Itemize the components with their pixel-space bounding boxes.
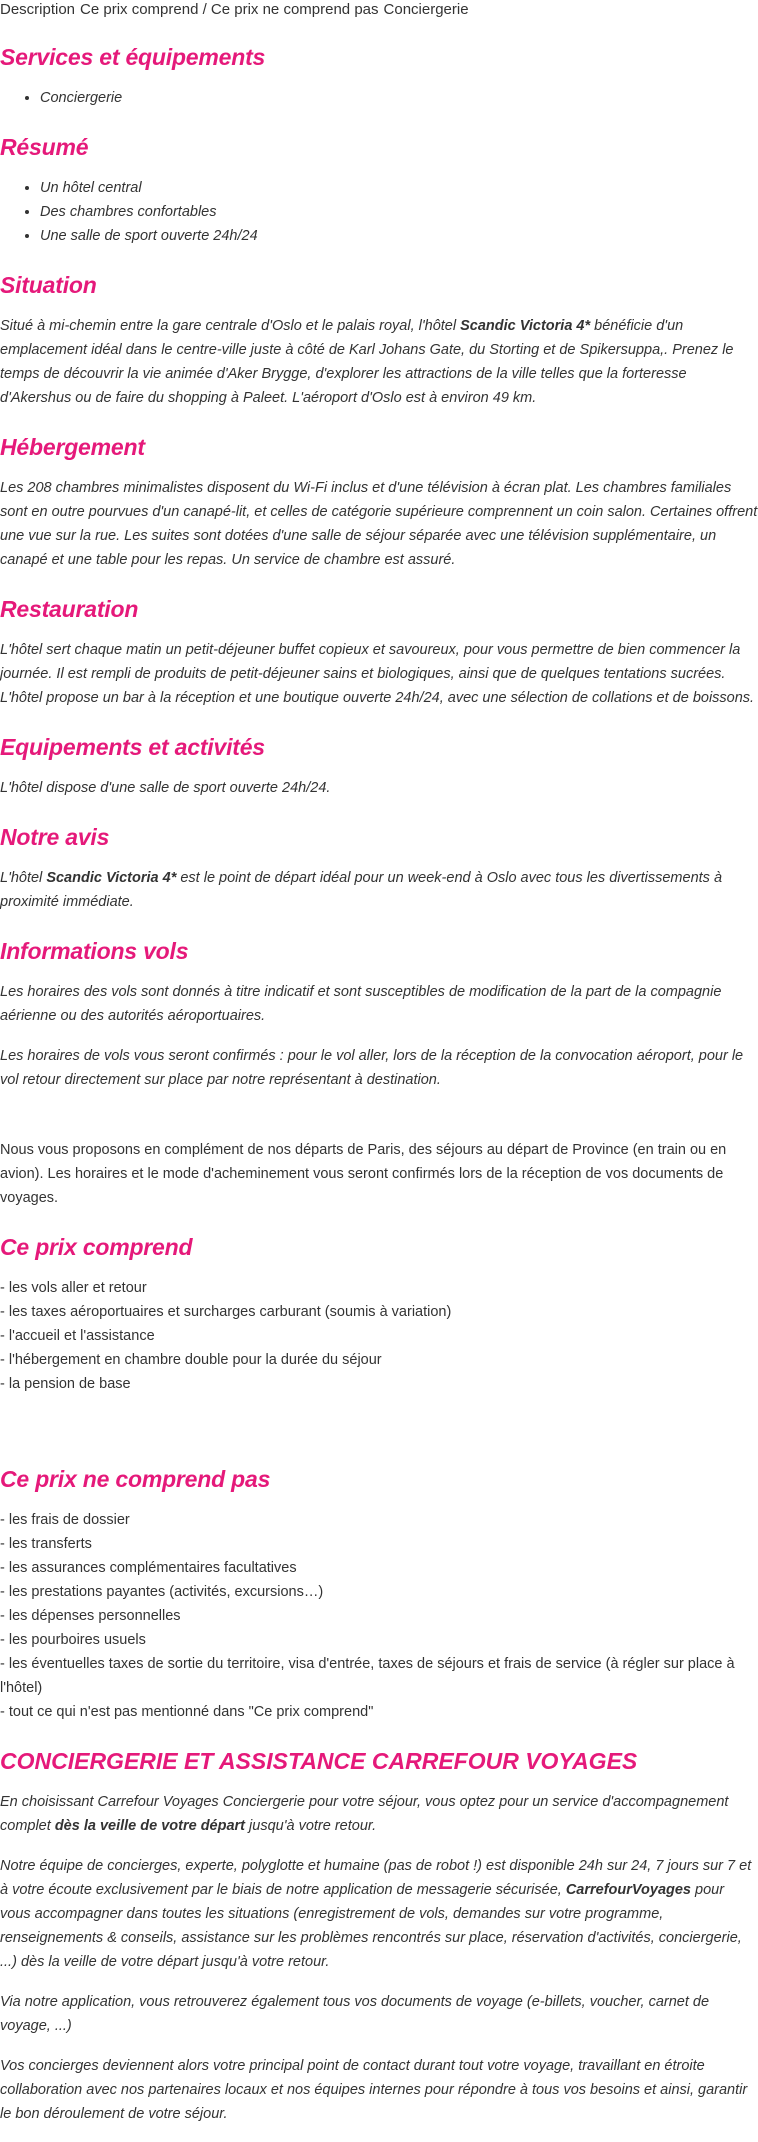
list-item: - les frais de dossier (0, 1512, 130, 1528)
list-item: - l'hébergement en chambre double pour la durée du séjour (0, 1352, 382, 1368)
section-title-ne-comprend: Ce prix ne comprend pas (0, 1466, 271, 1492)
section-title-restauration: Restauration (0, 596, 139, 622)
hebergement-text: Les 208 chambres minimalistes disposent du Wi-Fi inclus et d'une télévision à écran plat. Les chambres familiales sont en outre pourvues d'un canapé-lit, et celles de catégorie supérieure comprennent un coin salon. Certaines offrent une vue sur la rue. Les suites sont dotées d'une salle de séjour séparée avec une télévision supplémentaire, un canapé et une table pour les repas. Un service de chambre est assuré. (0, 480, 758, 568)
app-name: CarrefourVoyages (565, 1882, 691, 1898)
section-title-situation: Situation (0, 272, 97, 298)
vols-text-1: Les horaires des vols sont donnés à titre indicatif et sont susceptibles de modification de la part de la compagnie aérienne ou des autorités aéroportuaires. (0, 984, 722, 1024)
list-item: • Une salle de sport ouverte 24h/24 (40, 224, 758, 248)
situation-text (0, 314, 758, 410)
list-item: - les prestations payantes (activités, excursions…) (0, 1584, 324, 1600)
section-title-conciergerie: CONCIERGERIE ET ASSISTANCE CARREFOUR VOYAGES (0, 1748, 638, 1774)
list-item: - les taxes aéroportuaires et surcharges carburant (soumis à variation) (0, 1304, 452, 1320)
ne-comprend-list (0, 1508, 758, 1724)
list-item: - les dépenses personnelles (0, 1608, 181, 1624)
list-item: - les pourboires usuels (0, 1632, 146, 1648)
hotel-name: Scandic Victoria 4* (46, 870, 177, 886)
resume-list (0, 176, 758, 248)
vols-text-2: Les horaires de vols vous seront confirmés : pour le vol aller, lors de la réception de la convocation aéroport, pour le vol retour directement sur place par notre représentant à destination. (0, 1048, 744, 1088)
section-title-resume: Résumé (0, 134, 89, 160)
list-item: • Conciergerie (40, 86, 758, 110)
hotel-name: Scandic Victoria 4* (460, 318, 591, 334)
section-title-avis: Notre avis (0, 824, 110, 850)
list-item: - la pension de base (0, 1376, 131, 1392)
text-segment: bénéficie d'un emplacement idéal dans le centre-ville juste à côté de Karl Johans Gate, du Storting et de Spikersuppa,. Prenez le temps de découvrir la vie animée d'Aker Brygge, d'explorer les attractions de la ville telles que la forteresse d'Akershus ou de faire du shopping à Paleet. L'aéroport d'Oslo est à environ 49 km. (0, 318, 734, 406)
text-segment: En choisissant Carrefour Voyages Conciergerie pour votre séjour, vous optez pour un service d'accompagnement complet (0, 1794, 729, 1834)
list-item: - les éventuelles taxes de sortie du territoire, visa d'entrée, taxes de séjours et frais de service (à régler sur place à l'hôtel) (0, 1656, 735, 1696)
text-segment: est le point de départ idéal pour un week-end à Oslo avec tous les divertissements à proximité immédiate. (0, 870, 723, 910)
text-segment: L'hôtel (0, 870, 47, 886)
list-item: - l'accueil et l'assistance (0, 1328, 155, 1344)
tab-description[interactable]: Description (0, 1, 76, 18)
text-segment: pour vous accompagner dans toutes les situations (enregistrement de vols, demandes sur votre programme, renseignements & conseils, assistance sur les problèmes rencontrés sur place, réservation d'activités, conciergerie, ...) dès la veille de votre départ jusqu'à votre retour. (0, 1882, 742, 1970)
list-item: - tout ce qui n'est pas mentionné dans "Ce prix comprend" (0, 1704, 374, 1720)
conciergerie-text-1 (0, 1790, 758, 1838)
text-segment: Situé à mi-chemin entre la gare centrale d'Oslo et le palais royal, l'hôtel (0, 318, 461, 334)
conciergerie-text-3: Via notre application, vous retrouverez également tous vos documents de voyage (e-billets, voucher, carnet de voyage, ...) (0, 1994, 710, 2034)
comprend-list (0, 1276, 758, 1396)
section-title-hebergement: Hébergement (0, 434, 145, 460)
tab-prix[interactable]: Ce prix comprend / Ce prix ne comprend pas (80, 1, 379, 18)
list-item: - les vols aller et retour (0, 1280, 147, 1296)
tab-conciergerie[interactable]: Conciergerie (383, 1, 469, 18)
conciergerie-text-4: Vos concierges deviennent alors votre principal point de contact durant tout votre voyage, travaillant en étroite collaboration avec nos partenaires locaux et nos équipes internes pour répondre à tous vos besoins et ainsi, garantir le bon déroulement de votre séjour. (0, 2058, 748, 2122)
restauration-text: L'hôtel sert chaque matin un petit-déjeuner buffet copieux et savoureux, pour vous permettre de bien commencer la journée. Il est rempli de produits de petit-déjeuner sains et biologiques, ainsi que de quelques tentations sucrées. L'hôtel propose un bar à la réception et une boutique ouverte 24h/24, avec une sélection de collations et de boissons. (0, 642, 755, 706)
text-segment: jusqu'à votre retour. (245, 1818, 377, 1834)
section-title-vols: Informations vols (0, 938, 189, 964)
section-title-equipements: Equipements et activités (0, 734, 265, 760)
list-item: - les assurances complémentaires facultatives (0, 1560, 297, 1576)
tab-bar (0, 0, 758, 20)
avis-text (0, 866, 758, 914)
vols-text-3: Nous vous proposons en complément de nos départs de Paris, des séjours au départ de Province (en train ou en avion). Les horaires et le mode d'acheminement vous seront confirmés lors de la réception de vos documents de voyages. (0, 1142, 727, 1206)
section-title-services: Services et équipements (0, 44, 266, 70)
emphasis: dès la veille de votre départ (54, 1818, 246, 1834)
text-segment: Notre équipe de concierges, experte, polyglotte et humaine (pas de robot !) est disponible 24h sur 24, 7 jours sur 7 et à votre écoute exclusivement par le biais de notre application de messagerie sécurisée, (0, 1858, 752, 1898)
conciergerie-text-2 (0, 1854, 758, 1974)
list-item: • Un hôtel central (40, 176, 758, 200)
list-item: - les transferts (0, 1536, 92, 1552)
services-list (0, 86, 758, 110)
section-title-comprend: Ce prix comprend (0, 1234, 193, 1260)
list-item: • Des chambres confortables (40, 200, 758, 224)
equipements-text: L'hôtel dispose d'une salle de sport ouverte 24h/24. (0, 780, 331, 796)
